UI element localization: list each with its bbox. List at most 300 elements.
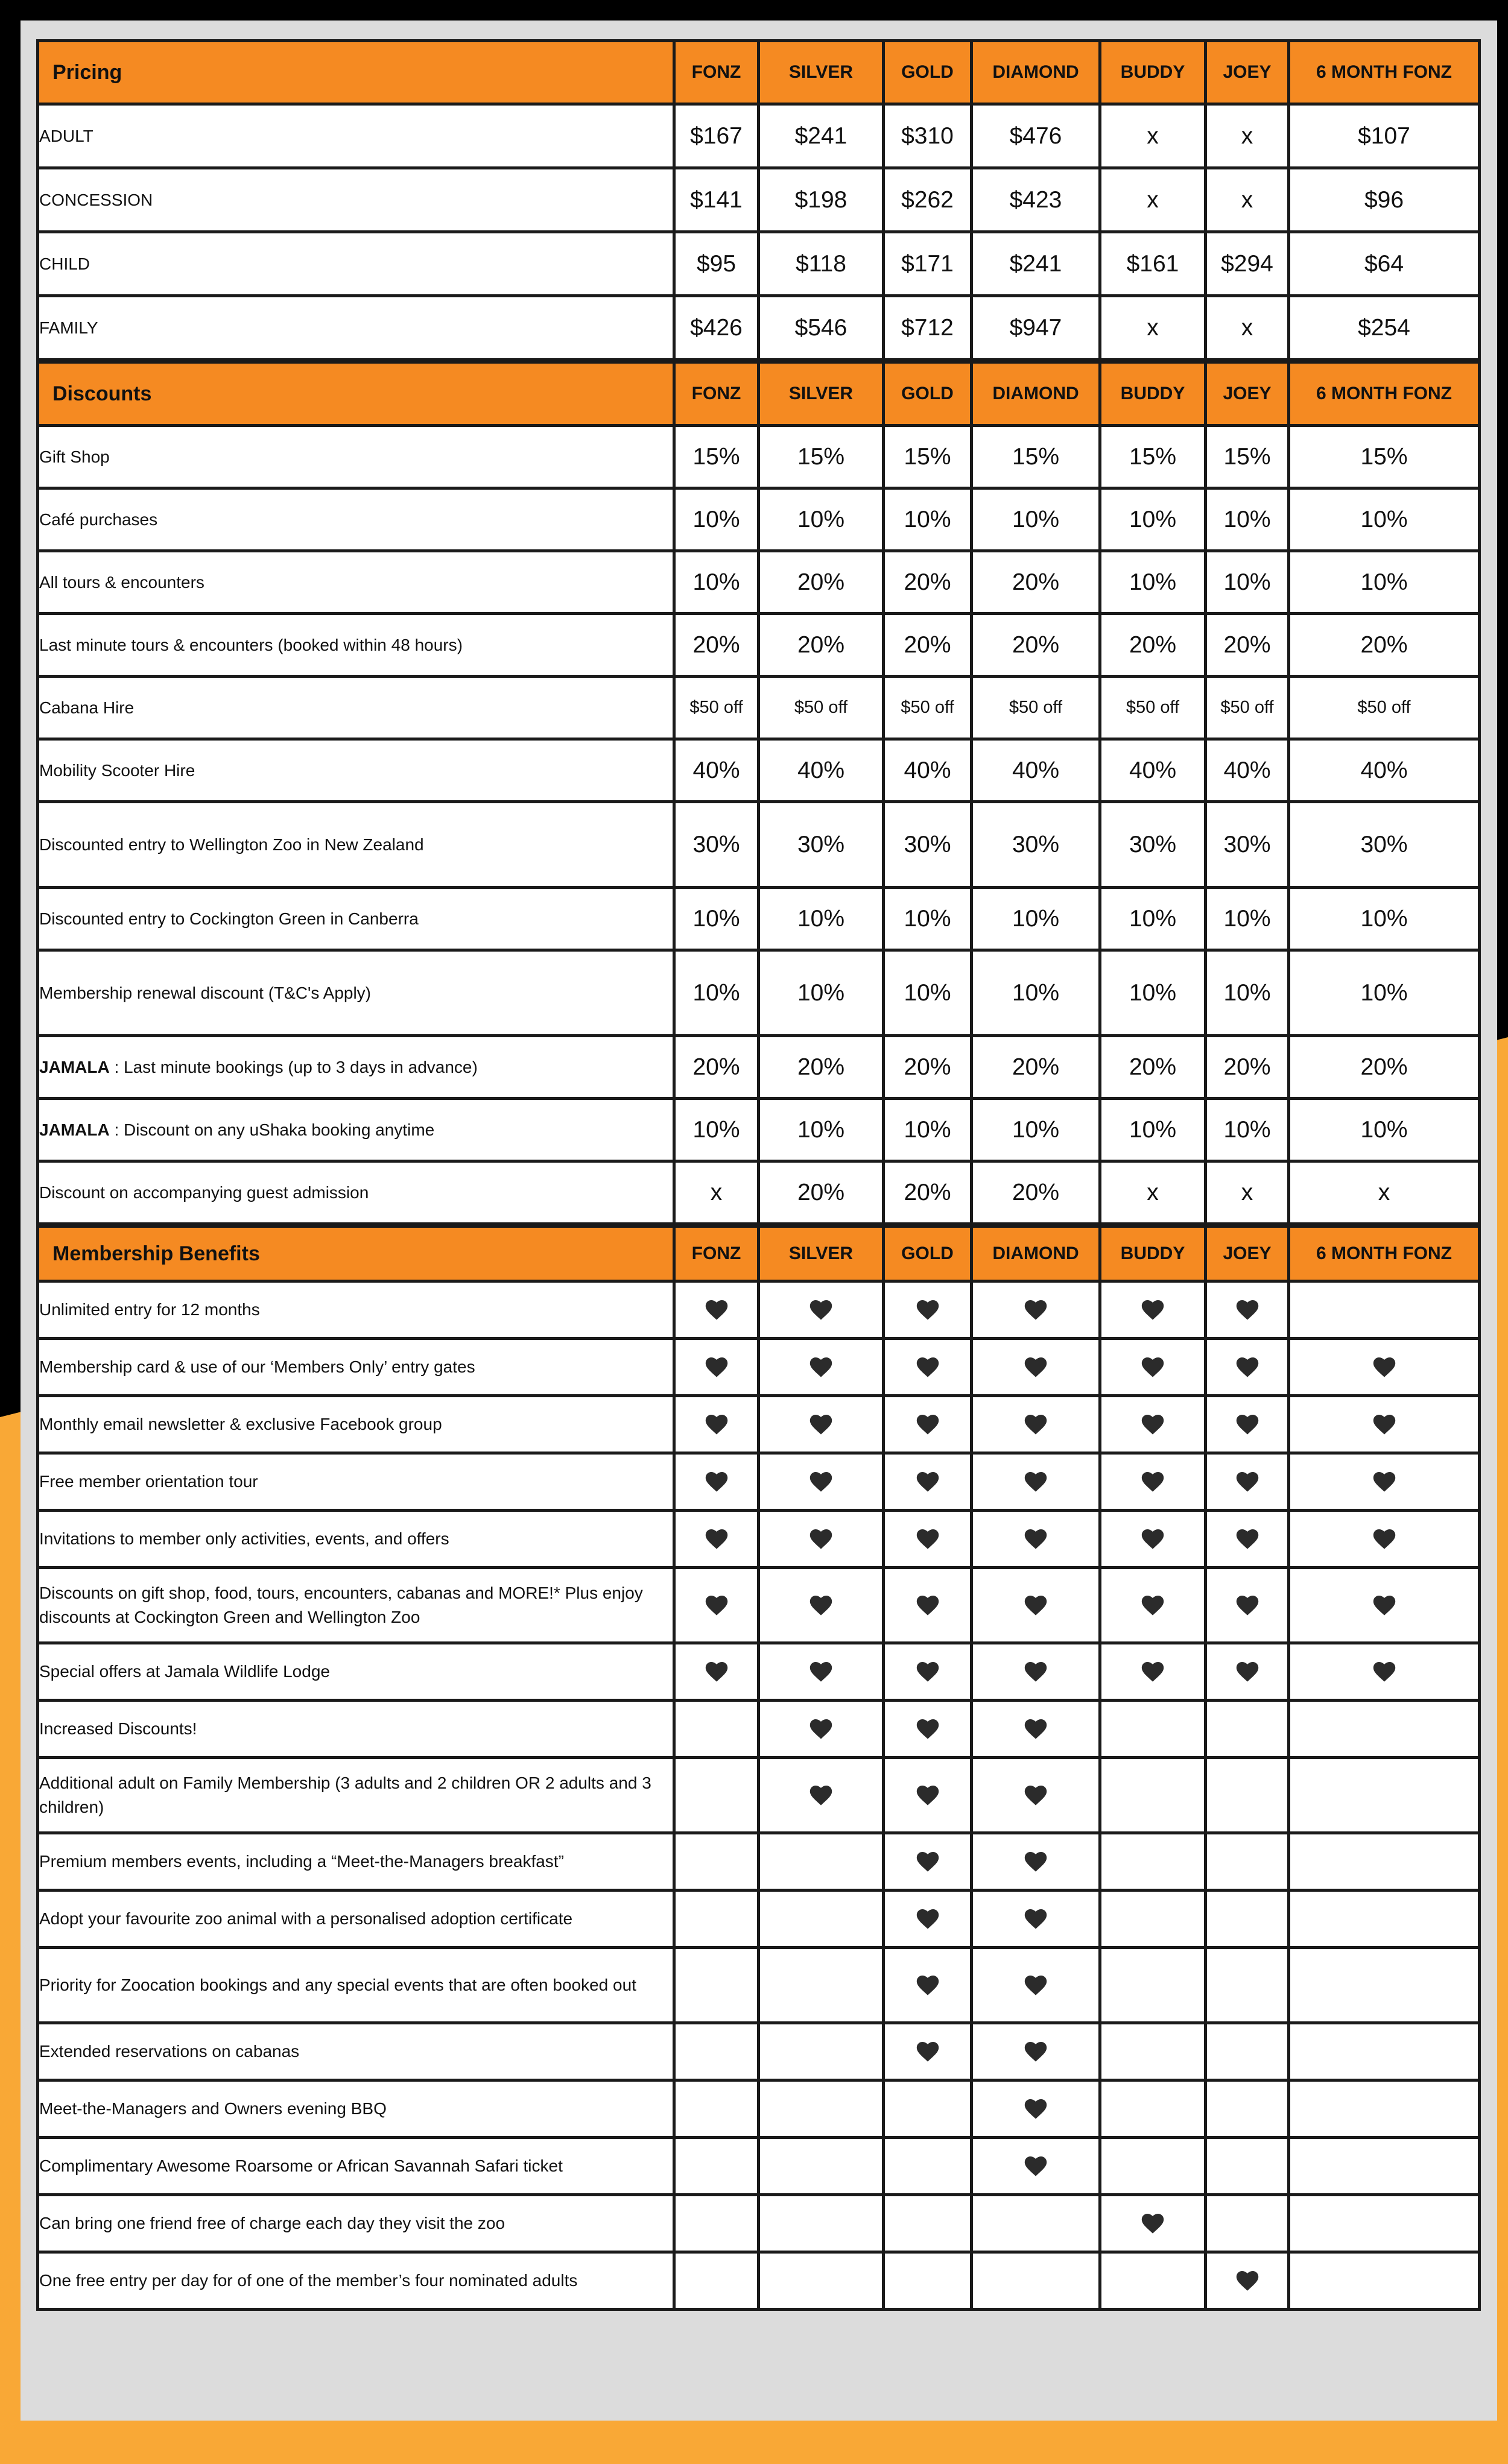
- benefit-empty-cell: [1289, 2138, 1480, 2195]
- row-label: [38, 1099, 674, 1161]
- discount-cell: 10%: [972, 950, 1100, 1036]
- benefit-included-cell: [884, 1396, 972, 1453]
- row-label: Discounts on gift shop, food, tours, encounters, cabanas and MORE!* Plus enjoy discounts at Cockington Green and Wellington Zoo: [38, 1568, 674, 1643]
- price-cell: $262: [884, 168, 972, 232]
- column-header-gold: GOLD: [884, 361, 972, 426]
- heart-icon: [1024, 1974, 1047, 1996]
- discount-cell: 10%: [1289, 888, 1480, 950]
- discount-cell: 10%: [1100, 950, 1206, 1036]
- heart-icon: [916, 1718, 939, 1740]
- discount-cell: $50 off: [884, 677, 972, 739]
- pricing-header-row: [38, 41, 1480, 104]
- discount-cell: 40%: [972, 739, 1100, 802]
- benefit-included-cell: [972, 1568, 1100, 1643]
- price-cell: $161: [1100, 232, 1206, 296]
- discount-cell: 15%: [674, 426, 759, 488]
- heart-icon: [705, 1356, 728, 1378]
- heart-icon: [705, 1299, 728, 1321]
- benefit-included-cell: [1206, 2252, 1289, 2310]
- benefit-included-cell: [1100, 1339, 1206, 1396]
- price-cell: x: [1100, 104, 1206, 168]
- benefit-included-cell: [1289, 1568, 1480, 1643]
- discount-cell: 20%: [674, 1036, 759, 1099]
- discount-cell: 15%: [972, 426, 1100, 488]
- price-cell: $476: [972, 104, 1100, 168]
- discount-cell: $50 off: [674, 677, 759, 739]
- row-label: CONCESSION: [38, 168, 674, 232]
- benefit-included-cell: [972, 1833, 1100, 1891]
- column-header-buddy: BUDDY: [1100, 361, 1206, 426]
- discounts-header-row: [38, 361, 1480, 426]
- benefit-empty-cell: [1206, 2023, 1289, 2080]
- benefit-empty-cell: [1206, 2195, 1289, 2252]
- discount-cell: 10%: [1206, 551, 1289, 614]
- benefit-included-cell: [759, 1396, 884, 1453]
- heart-icon: [916, 1594, 939, 1616]
- discount-cell: 10%: [759, 488, 884, 551]
- price-cell: $96: [1289, 168, 1480, 232]
- row-label: Complimentary Awesome Roarsome or African Savannah Safari ticket: [38, 2138, 674, 2195]
- benefit-included-cell: [884, 1568, 972, 1643]
- discount-cell: 10%: [1206, 950, 1289, 1036]
- price-cell: $171: [884, 232, 972, 296]
- benefit-included-cell: [1100, 1643, 1206, 1701]
- benefit-included-cell: [1289, 1396, 1480, 1453]
- discount-cell: 20%: [972, 1161, 1100, 1225]
- price-cell: x: [1206, 104, 1289, 168]
- price-cell: $294: [1206, 232, 1289, 296]
- heart-icon: [1141, 2213, 1164, 2234]
- column-header-buddy: BUDDY: [1100, 41, 1206, 104]
- discount-cell: 10%: [759, 888, 884, 950]
- discount-cell: 15%: [884, 426, 972, 488]
- discount-cell: 20%: [1100, 1036, 1206, 1099]
- discount-cell: $50 off: [1206, 677, 1289, 739]
- benefit-empty-cell: [1289, 1833, 1480, 1891]
- benefit-empty-cell: [1100, 2138, 1206, 2195]
- discount-cell: 10%: [1206, 488, 1289, 551]
- discount-row: [38, 802, 1480, 888]
- price-cell: $118: [759, 232, 884, 296]
- benefit-row: [38, 1339, 1480, 1396]
- column-header-buddy: BUDDY: [1100, 1225, 1206, 1281]
- benefit-included-cell: [884, 1281, 972, 1339]
- benefit-included-cell: [1206, 1568, 1289, 1643]
- price-cell: $95: [674, 232, 759, 296]
- heart-icon: [1024, 1661, 1047, 1682]
- heart-icon: [705, 1471, 728, 1493]
- column-header-diamond: DIAMOND: [972, 361, 1100, 426]
- heart-icon: [1236, 1661, 1259, 1682]
- benefit-row: [38, 2252, 1480, 2310]
- benefit-included-cell: [674, 1453, 759, 1511]
- discount-cell: 20%: [759, 614, 884, 677]
- discount-row: [38, 677, 1480, 739]
- benefit-empty-cell: [1289, 1701, 1480, 1758]
- benefit-empty-cell: [1289, 2252, 1480, 2310]
- heart-icon: [916, 1661, 939, 1682]
- benefit-included-cell: [884, 2023, 972, 2080]
- benefit-empty-cell: [1289, 2023, 1480, 2080]
- discount-cell: 20%: [884, 614, 972, 677]
- benefit-empty-cell: [884, 2252, 972, 2310]
- benefit-included-cell: [759, 1568, 884, 1643]
- benefit-row: [38, 1833, 1480, 1891]
- discount-cell: 20%: [1206, 614, 1289, 677]
- benefit-empty-cell: [1206, 1701, 1289, 1758]
- benefit-empty-cell: [1206, 1948, 1289, 2023]
- discount-cell: 30%: [674, 802, 759, 888]
- row-label: Unlimited entry for 12 months: [38, 1281, 674, 1339]
- benefit-included-cell: [972, 2023, 1100, 2080]
- discount-cell: 10%: [972, 1099, 1100, 1161]
- benefit-included-cell: [972, 1281, 1100, 1339]
- heart-icon: [1236, 1356, 1259, 1378]
- row-label-text: : Last minute bookings (up to 3 days in advance): [109, 1057, 478, 1076]
- benefit-empty-cell: [1100, 1701, 1206, 1758]
- discount-cell: 40%: [1206, 739, 1289, 802]
- benefit-empty-cell: [1100, 1948, 1206, 2023]
- benefit-included-cell: [1100, 1568, 1206, 1643]
- discount-cell: 20%: [1289, 614, 1480, 677]
- column-header-joey: JOEY: [1206, 361, 1289, 426]
- discount-cell: 30%: [1100, 802, 1206, 888]
- price-cell: x: [1206, 168, 1289, 232]
- benefit-empty-cell: [674, 1891, 759, 1948]
- column-header-joey: JOEY: [1206, 41, 1289, 104]
- benefit-empty-cell: [759, 2138, 884, 2195]
- heart-icon: [916, 1908, 939, 1930]
- discount-cell: 20%: [1100, 614, 1206, 677]
- benefit-included-cell: [1206, 1339, 1289, 1396]
- benefit-empty-cell: [1289, 1948, 1480, 2023]
- discount-cell: 20%: [759, 551, 884, 614]
- benefit-included-cell: [759, 1758, 884, 1833]
- discount-cell: 10%: [884, 488, 972, 551]
- discount-cell: 20%: [972, 1036, 1100, 1099]
- heart-icon: [1141, 1299, 1164, 1321]
- heart-icon: [809, 1299, 832, 1321]
- benefit-row: [38, 1281, 1480, 1339]
- benefit-included-cell: [1206, 1511, 1289, 1568]
- benefit-included-cell: [972, 1758, 1100, 1833]
- benefit-included-cell: [674, 1568, 759, 1643]
- discount-cell: 10%: [1206, 888, 1289, 950]
- benefit-empty-cell: [1100, 1833, 1206, 1891]
- benefit-empty-cell: [759, 1833, 884, 1891]
- price-cell: $426: [674, 296, 759, 361]
- benefit-included-cell: [884, 1643, 972, 1701]
- price-cell: x: [1100, 296, 1206, 361]
- price-cell: $947: [972, 296, 1100, 361]
- benefit-empty-cell: [759, 2195, 884, 2252]
- discount-cell: 30%: [1206, 802, 1289, 888]
- heart-icon: [1024, 1851, 1047, 1872]
- price-cell: $310: [884, 104, 972, 168]
- price-cell: $254: [1289, 296, 1480, 361]
- heart-icon: [1024, 1718, 1047, 1740]
- discount-cell: 10%: [1289, 551, 1480, 614]
- benefit-empty-cell: [1100, 1758, 1206, 1833]
- row-label: Free member orientation tour: [38, 1453, 674, 1511]
- discount-cell: 10%: [1100, 551, 1206, 614]
- discount-cell: $50 off: [972, 677, 1100, 739]
- heart-icon: [1236, 2270, 1259, 2292]
- heart-icon: [1024, 1356, 1047, 1378]
- pricing-section-title: Pricing: [38, 41, 674, 104]
- heart-icon: [1141, 1594, 1164, 1616]
- benefit-included-cell: [759, 1701, 884, 1758]
- column-header-silver: SILVER: [759, 1225, 884, 1281]
- benefit-empty-cell: [884, 2080, 972, 2138]
- price-cell: x: [1100, 168, 1206, 232]
- heart-icon: [1236, 1471, 1259, 1493]
- benefit-included-cell: [1206, 1643, 1289, 1701]
- benefit-included-cell: [972, 1891, 1100, 1948]
- benefit-row: [38, 2195, 1480, 2252]
- discount-cell: 10%: [972, 488, 1100, 551]
- discount-cell: x: [674, 1161, 759, 1225]
- heart-icon: [916, 1784, 939, 1806]
- discount-cell: $50 off: [1100, 677, 1206, 739]
- discount-cell: 20%: [884, 1161, 972, 1225]
- discount-cell: 30%: [759, 802, 884, 888]
- benefit-row: [38, 2023, 1480, 2080]
- price-cell: $141: [674, 168, 759, 232]
- heart-icon: [809, 1528, 832, 1550]
- benefit-empty-cell: [674, 2080, 759, 2138]
- heart-icon: [705, 1528, 728, 1550]
- heart-icon: [1236, 1594, 1259, 1616]
- benefit-included-cell: [972, 2138, 1100, 2195]
- column-header-gold: GOLD: [884, 1225, 972, 1281]
- benefit-row: [38, 2138, 1480, 2195]
- row-label-text: : Discount on any uShaka booking anytime: [109, 1120, 435, 1139]
- benefit-empty-cell: [674, 2023, 759, 2080]
- benefit-row: [38, 1511, 1480, 1568]
- benefit-row: [38, 1701, 1480, 1758]
- discount-cell: 40%: [1289, 739, 1480, 802]
- discount-cell: 20%: [759, 1161, 884, 1225]
- discount-row: [38, 1036, 1480, 1099]
- benefit-included-cell: [972, 1701, 1100, 1758]
- discount-cell: $50 off: [759, 677, 884, 739]
- row-label: Café purchases: [38, 488, 674, 551]
- benefit-included-cell: [884, 1339, 972, 1396]
- discount-cell: x: [1206, 1161, 1289, 1225]
- discount-cell: 40%: [884, 739, 972, 802]
- row-label: Extended reservations on cabanas: [38, 2023, 674, 2080]
- benefit-included-cell: [759, 1511, 884, 1568]
- heart-icon: [1024, 1299, 1047, 1321]
- discount-cell: 30%: [972, 802, 1100, 888]
- heart-icon: [1024, 1528, 1047, 1550]
- benefit-empty-cell: [674, 1948, 759, 2023]
- benefit-empty-cell: [759, 1891, 884, 1948]
- heart-icon: [1373, 1528, 1396, 1550]
- benefit-row: [38, 1643, 1480, 1701]
- column-header-silver: SILVER: [759, 41, 884, 104]
- benefit-included-cell: [674, 1339, 759, 1396]
- discount-row: [38, 551, 1480, 614]
- discount-cell: 10%: [972, 888, 1100, 950]
- heart-icon: [809, 1718, 832, 1740]
- row-label: Increased Discounts!: [38, 1701, 674, 1758]
- benefit-row: [38, 1568, 1480, 1643]
- price-cell: $423: [972, 168, 1100, 232]
- discount-row: [38, 739, 1480, 802]
- benefits-section-title: Membership Benefits: [38, 1225, 674, 1281]
- heart-icon: [916, 1414, 939, 1435]
- benefit-empty-cell: [1289, 1281, 1480, 1339]
- row-label: Can bring one friend free of charge each day they visit the zoo: [38, 2195, 674, 2252]
- price-cell: $241: [972, 232, 1100, 296]
- benefit-empty-cell: [674, 1758, 759, 1833]
- discount-cell: 20%: [1206, 1036, 1289, 1099]
- benefit-empty-cell: [1289, 2080, 1480, 2138]
- row-label: Membership card & use of our ‘Members Only’ entry gates: [38, 1339, 674, 1396]
- heart-icon: [809, 1784, 832, 1806]
- benefit-empty-cell: [972, 2252, 1100, 2310]
- price-cell: $198: [759, 168, 884, 232]
- benefit-empty-cell: [674, 1833, 759, 1891]
- discount-cell: 10%: [674, 888, 759, 950]
- discount-cell: $50 off: [1289, 677, 1480, 739]
- heart-icon: [1141, 1356, 1164, 1378]
- heart-icon: [1024, 2155, 1047, 2177]
- benefit-empty-cell: [1100, 1891, 1206, 1948]
- heart-icon: [1024, 2098, 1047, 2120]
- heart-icon: [916, 2041, 939, 2062]
- row-label: Invitations to member only activities, events, and offers: [38, 1511, 674, 1568]
- benefit-empty-cell: [1206, 1758, 1289, 1833]
- heart-icon: [705, 1594, 728, 1616]
- benefit-included-cell: [1100, 2195, 1206, 2252]
- benefit-included-cell: [884, 1511, 972, 1568]
- discount-cell: 15%: [1289, 426, 1480, 488]
- column-header-6-month-fonz: 6 MONTH FONZ: [1289, 41, 1480, 104]
- benefit-empty-cell: [674, 2252, 759, 2310]
- discount-cell: 10%: [884, 950, 972, 1036]
- column-header-6-month-fonz: 6 MONTH FONZ: [1289, 361, 1480, 426]
- row-label: [38, 1036, 674, 1099]
- benefit-included-cell: [1100, 1453, 1206, 1511]
- discount-cell: 10%: [1289, 488, 1480, 551]
- benefit-included-cell: [1100, 1396, 1206, 1453]
- heart-icon: [1024, 1908, 1047, 1930]
- discount-cell: 20%: [972, 551, 1100, 614]
- benefit-included-cell: [1289, 1453, 1480, 1511]
- benefit-included-cell: [1206, 1396, 1289, 1453]
- row-label-bold: JAMALA: [39, 1057, 110, 1076]
- heart-icon: [809, 1471, 832, 1493]
- row-label: Priority for Zoocation bookings and any special events that are often booked out: [38, 1948, 674, 2023]
- discount-cell: 10%: [1289, 1099, 1480, 1161]
- benefit-included-cell: [972, 1643, 1100, 1701]
- benefit-included-cell: [759, 1643, 884, 1701]
- heart-icon: [916, 1299, 939, 1321]
- heart-icon: [809, 1356, 832, 1378]
- row-label: FAMILY: [38, 296, 674, 361]
- discount-cell: 20%: [884, 1036, 972, 1099]
- benefit-empty-cell: [1289, 1758, 1480, 1833]
- benefit-row: [38, 1948, 1480, 2023]
- heart-icon: [1141, 1661, 1164, 1682]
- heart-icon: [1373, 1594, 1396, 1616]
- row-label: Discounted entry to Wellington Zoo in New Zealand: [38, 802, 674, 888]
- benefit-empty-cell: [1100, 2023, 1206, 2080]
- row-label: Gift Shop: [38, 426, 674, 488]
- discount-cell: 40%: [1100, 739, 1206, 802]
- price-cell: $712: [884, 296, 972, 361]
- benefit-empty-cell: [1206, 2080, 1289, 2138]
- column-header-fonz: FONZ: [674, 1225, 759, 1281]
- discount-row: [38, 488, 1480, 551]
- pricing-row: [38, 104, 1480, 168]
- benefit-included-cell: [884, 1758, 972, 1833]
- heart-icon: [916, 1974, 939, 1996]
- benefit-included-cell: [972, 1396, 1100, 1453]
- heart-icon: [1024, 1471, 1047, 1493]
- heart-icon: [1141, 1414, 1164, 1435]
- row-label: Membership renewal discount (T&C's Apply): [38, 950, 674, 1036]
- heart-icon: [916, 1528, 939, 1550]
- pricing-row: [38, 296, 1480, 361]
- benefit-included-cell: [972, 1453, 1100, 1511]
- benefit-empty-cell: [1206, 1833, 1289, 1891]
- pricing-row: [38, 168, 1480, 232]
- row-label: Monthly email newsletter & exclusive Facebook group: [38, 1396, 674, 1453]
- benefit-included-cell: [1289, 1511, 1480, 1568]
- benefit-included-cell: [759, 1281, 884, 1339]
- heart-icon: [1141, 1471, 1164, 1493]
- benefit-empty-cell: [1289, 1891, 1480, 1948]
- heart-icon: [916, 1851, 939, 1872]
- benefit-included-cell: [759, 1339, 884, 1396]
- discounts-section-title: Discounts: [38, 361, 674, 426]
- discount-cell: 10%: [1206, 1099, 1289, 1161]
- discount-cell: 20%: [884, 551, 972, 614]
- row-label: One free entry per day for of one of the member’s four nominated adults: [38, 2252, 674, 2310]
- column-header-fonz: FONZ: [674, 41, 759, 104]
- discount-cell: 20%: [972, 614, 1100, 677]
- row-label: Cabana Hire: [38, 677, 674, 739]
- column-header-6-month-fonz: 6 MONTH FONZ: [1289, 1225, 1480, 1281]
- row-label: Special offers at Jamala Wildlife Lodge: [38, 1643, 674, 1701]
- benefit-empty-cell: [674, 2195, 759, 2252]
- benefit-empty-cell: [1206, 2138, 1289, 2195]
- benefit-included-cell: [674, 1396, 759, 1453]
- benefit-empty-cell: [674, 1701, 759, 1758]
- column-header-silver: SILVER: [759, 361, 884, 426]
- benefit-empty-cell: [759, 2023, 884, 2080]
- price-cell: $546: [759, 296, 884, 361]
- heart-icon: [809, 1594, 832, 1616]
- heart-icon: [1373, 1661, 1396, 1682]
- benefit-included-cell: [674, 1281, 759, 1339]
- benefit-included-cell: [884, 1833, 972, 1891]
- row-label: CHILD: [38, 232, 674, 296]
- benefit-empty-cell: [1100, 2080, 1206, 2138]
- benefit-row: [38, 1891, 1480, 1948]
- row-label: Meet-the-Managers and Owners evening BBQ: [38, 2080, 674, 2138]
- discount-cell: 15%: [1206, 426, 1289, 488]
- discount-row: [38, 1161, 1480, 1225]
- heart-icon: [1236, 1299, 1259, 1321]
- benefit-included-cell: [884, 1453, 972, 1511]
- benefit-included-cell: [674, 1511, 759, 1568]
- discount-row: [38, 888, 1480, 950]
